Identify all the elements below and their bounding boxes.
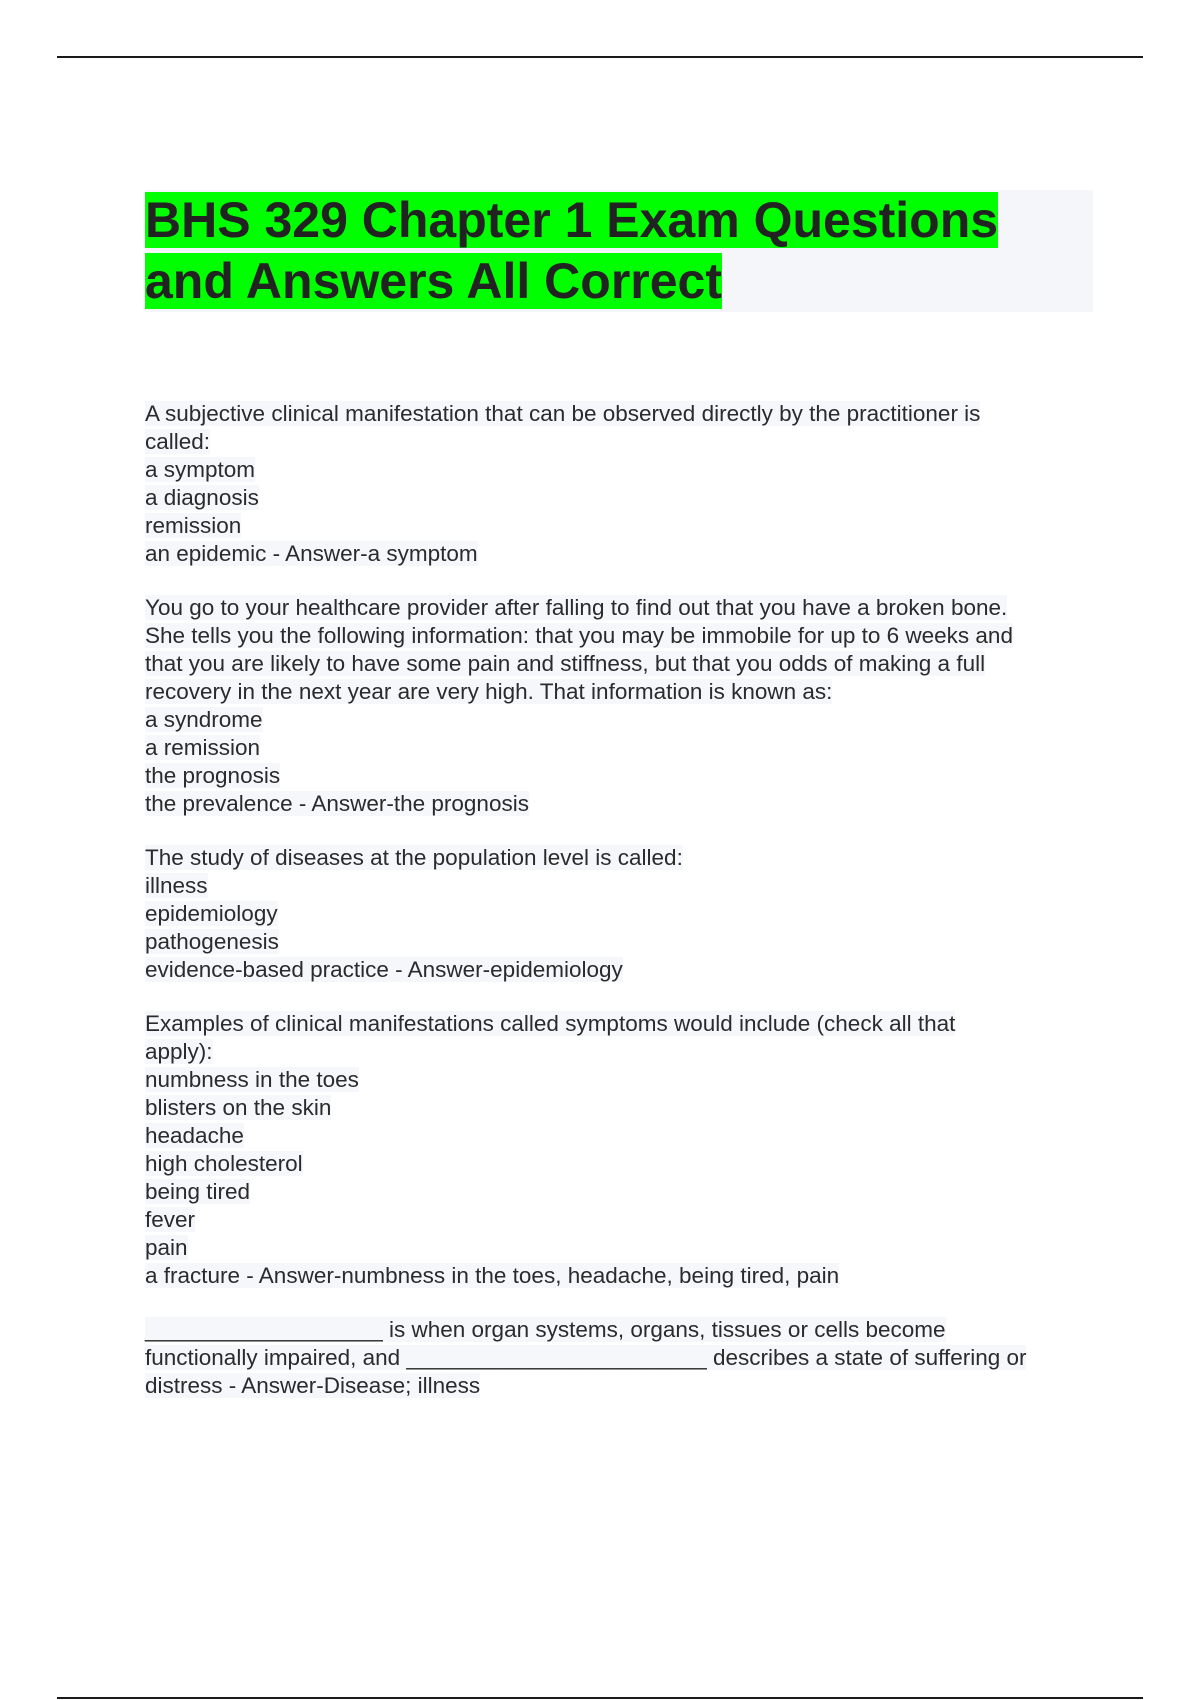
- question-line: [145, 678, 1085, 706]
- question-line: [145, 872, 1085, 900]
- question-line-text: numbness in the toes: [145, 1067, 359, 1092]
- question-line-text: illness: [145, 873, 208, 898]
- question-line-text: apply):: [145, 1039, 213, 1064]
- question-block: [145, 1316, 1085, 1400]
- title-line-1: BHS 329 Chapter 1 Exam Questions: [145, 192, 999, 248]
- question-line: [145, 400, 1085, 428]
- question-line: [145, 844, 1085, 872]
- question-line-text: a diagnosis: [145, 485, 259, 510]
- question-line: [145, 622, 1085, 650]
- question-line: [145, 1262, 1085, 1290]
- question-line-text: functionally impaired, and ________________________ describes a state of suffering or: [145, 1345, 1027, 1370]
- question-line-text: ___________________ is when organ systems, organs, tissues or cells become: [145, 1317, 946, 1342]
- question-line: [145, 1150, 1085, 1178]
- question-line: [145, 1038, 1085, 1066]
- question-line: [145, 428, 1085, 456]
- question-line-text: pathogenesis: [145, 929, 279, 954]
- question-line-text: a fracture - Answer-numbness in the toes, headache, being tired, pain: [145, 1263, 840, 1288]
- question-line-text: Examples of clinical manifestations called symptoms would include (check all that: [145, 1011, 956, 1036]
- question-line-text: a symptom: [145, 457, 256, 482]
- question-line: [145, 512, 1085, 540]
- question-line-text: recovery in the next year are very high. That information is known as:: [145, 679, 833, 704]
- question-line-text: epidemiology: [145, 901, 278, 926]
- question-line: [145, 1178, 1085, 1206]
- question-line-text: blisters on the skin: [145, 1095, 332, 1120]
- question-line-text: remission: [145, 513, 242, 538]
- header-rule: [57, 56, 1143, 58]
- question-line: [145, 594, 1085, 622]
- question-line: [145, 1066, 1085, 1094]
- question-line-text: a syndrome: [145, 707, 263, 732]
- question-line-text: the prognosis: [145, 763, 281, 788]
- question-line: [145, 1094, 1085, 1122]
- question-line-text: fever: [145, 1207, 196, 1232]
- question-line: [145, 650, 1085, 678]
- question-line: [145, 734, 1085, 762]
- question-line: [145, 1234, 1085, 1262]
- question-line: [145, 928, 1085, 956]
- question-line-text: She tells you the following information: that you may be immobile for up to 6 weeks and: [145, 623, 1013, 648]
- question-line: [145, 1010, 1085, 1038]
- question-block: [145, 844, 1085, 984]
- question-line-text: called:: [145, 429, 211, 454]
- question-line: [145, 956, 1085, 984]
- question-line-text: a remission: [145, 735, 261, 760]
- question-block: [145, 594, 1085, 818]
- title-block: [145, 190, 1093, 312]
- question-line-text: the prevalence - Answer-the prognosis: [145, 791, 529, 816]
- question-line-text: pain: [145, 1235, 188, 1260]
- question-line-text: that you are likely to have some pain and stiffness, but that you odds of making a full: [145, 651, 986, 676]
- question-line: [145, 484, 1085, 512]
- footer-rule: [57, 1697, 1143, 1699]
- title-line-2: and Answers All Correct: [145, 253, 723, 309]
- question-line-text: high cholesterol: [145, 1151, 303, 1176]
- question-line-text: The study of diseases at the population level is called:: [145, 845, 683, 870]
- question-line-text: an epidemic - Answer-a symptom: [145, 541, 478, 566]
- question-line: [145, 790, 1085, 818]
- question-line: [145, 900, 1085, 928]
- question-list: [145, 400, 1085, 1426]
- question-line: [145, 540, 1085, 568]
- question-line: [145, 706, 1085, 734]
- question-line: [145, 1122, 1085, 1150]
- question-block: [145, 400, 1085, 568]
- question-line-text: A subjective clinical manifestation that can be observed directly by the practitioner is: [145, 401, 981, 426]
- question-line: [145, 1372, 1085, 1400]
- question-line: [145, 1344, 1085, 1372]
- question-line-text: evidence-based practice - Answer-epidemiology: [145, 957, 623, 982]
- question-line-text: You go to your healthcare provider after falling to find out that you have a broken bone.: [145, 595, 1008, 620]
- question-line-text: distress - Answer-Disease; illness: [145, 1373, 481, 1398]
- question-line-text: being tired: [145, 1179, 251, 1204]
- question-line: [145, 762, 1085, 790]
- question-line-text: headache: [145, 1123, 244, 1148]
- question-block: [145, 1010, 1085, 1290]
- question-line: [145, 456, 1085, 484]
- question-line: [145, 1316, 1085, 1344]
- document-title: [145, 190, 1093, 312]
- question-line: [145, 1206, 1085, 1234]
